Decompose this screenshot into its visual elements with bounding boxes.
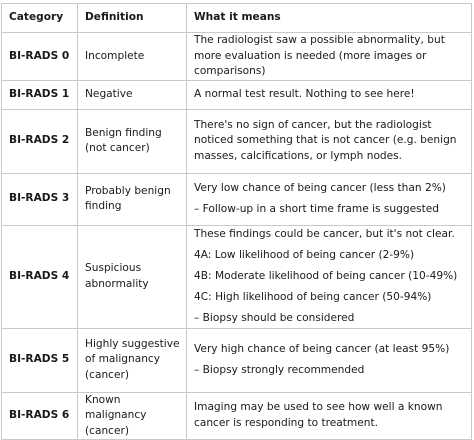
- header-meaning: What it means: [187, 4, 472, 33]
- meaning-cell: [187, 392, 472, 440]
- category-cell: BI-RADS 2: [2, 109, 78, 173]
- definition-cell: Negative: [78, 80, 187, 109]
- birads-table: [1, 3, 472, 440]
- meaning-cell: [187, 109, 472, 173]
- meaning-text: These findings could be cancer, but it's not clear.: [194, 227, 455, 240]
- table-row: [2, 80, 472, 109]
- definition-cell: Probably benign finding: [78, 173, 187, 225]
- table-row: [2, 225, 472, 328]
- table-row: [2, 392, 472, 440]
- definition-cell: Highly suggestive of malignancy (cancer): [78, 328, 187, 392]
- meaning-subcategory-4c: 4C: High likelihood of being cancer (50-94%): [194, 290, 432, 303]
- meaning-cell: [187, 328, 472, 392]
- meaning-cell: [187, 173, 472, 225]
- category-cell: BI-RADS 0: [2, 33, 78, 81]
- meaning-text: Imaging may be used to see how well a known cancer is responding to treatment.: [194, 401, 443, 429]
- header-definition: Definition: [78, 4, 187, 33]
- category-cell: BI-RADS 4: [2, 225, 78, 328]
- meaning-text: A normal test result. Nothing to see here!: [194, 87, 415, 100]
- header-row: [2, 4, 472, 33]
- category-cell: BI-RADS 3: [2, 173, 78, 225]
- meaning-text: The radiologist saw a possible abnormality, but more evaluation is needed (more images or comparisons): [194, 34, 445, 77]
- category-cell: BI-RADS 1: [2, 80, 78, 109]
- table-row: [2, 173, 472, 225]
- meaning-note: – Biopsy strongly recommended: [194, 363, 365, 376]
- category-cell: BI-RADS 5: [2, 328, 78, 392]
- category-cell: BI-RADS 6: [2, 392, 78, 440]
- header-category: Category: [2, 4, 78, 33]
- meaning-subcategory-4b: 4B: Moderate likelihood of being cancer (10-49%): [194, 269, 458, 282]
- meaning-note: – Biopsy should be considered: [194, 311, 355, 324]
- meaning-subcategory-4a: 4A: Low likelihood of being cancer (2-9%): [194, 248, 415, 261]
- meaning-text: Very low chance of being cancer (less than 2%): [194, 181, 446, 194]
- meaning-text: There's no sign of cancer, but the radiologist noticed something that is not cancer (e.g. benign masses, calcifications, or lymph nodes.: [194, 118, 457, 162]
- table-row: [2, 109, 472, 173]
- meaning-cell: [187, 225, 472, 328]
- definition-cell: Known malignancy (cancer): [78, 392, 187, 440]
- meaning-cell: [187, 33, 472, 81]
- definition-cell: Incomplete: [78, 33, 187, 81]
- definition-cell: Benign finding (not cancer): [78, 109, 187, 173]
- meaning-cell: [187, 80, 472, 109]
- table-row: [2, 33, 472, 81]
- meaning-note: – Follow-up in a short time frame is suggested: [194, 202, 440, 215]
- meaning-text: Very high chance of being cancer (at least 95%): [194, 342, 450, 355]
- table-row: [2, 328, 472, 392]
- definition-cell: Suspicious abnormality: [78, 225, 187, 328]
